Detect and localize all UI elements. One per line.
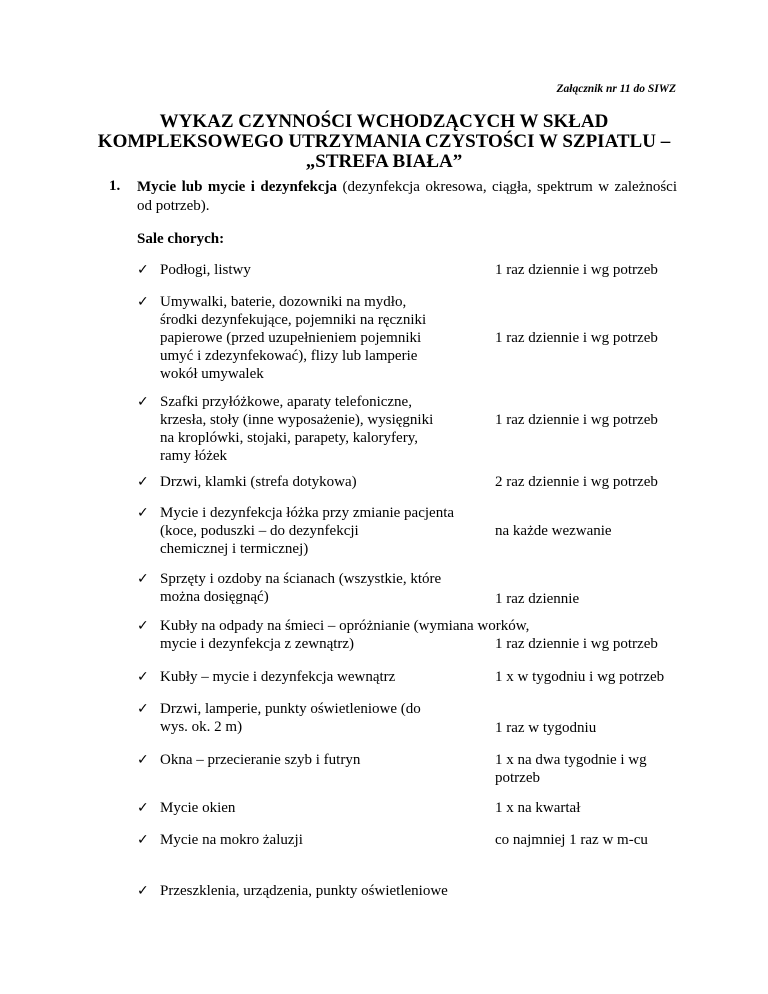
text-line: co najmniej 1 raz w m-cu: [495, 832, 648, 848]
subheading: Sale chorych:: [137, 231, 225, 247]
document-title: [60, 112, 708, 172]
section-intro: [137, 178, 677, 216]
text-line: ramy łóżek: [160, 448, 228, 464]
item-frequency: [495, 522, 685, 540]
item-description: [160, 293, 480, 383]
text-line: umyć i zdezynfekować), flizy lub lamperie: [160, 348, 418, 364]
text-line: wokół umywalek: [160, 366, 264, 382]
title-line: WYKAZ CZYNNOŚCI WCHODZĄCYCH W SKŁAD: [159, 111, 609, 132]
checkmark-icon: ✓: [137, 832, 149, 848]
text-line: Mycie na mokro żaluzji: [160, 832, 303, 848]
text-line: na kroplówki, stojaki, parapety, kaloryfery,: [160, 430, 418, 446]
text-line: Kubły – mycie i dezynfekcja wewnątrz: [160, 669, 396, 685]
text-line: Drzwi, klamki (strefa dotykowa): [160, 474, 357, 490]
text-line: środki dezynfekujące, pojemniki na ręczniki: [160, 312, 427, 328]
item-frequency: [495, 329, 685, 347]
item-frequency: [495, 635, 685, 653]
item-description: [160, 393, 480, 465]
item-frequency: [495, 751, 685, 787]
text-line: 1 x na dwa tygodnie i wg: [495, 752, 647, 768]
item-description: [160, 261, 480, 279]
text-line: 1 x w tygodniu i wg potrzeb: [495, 669, 665, 685]
item-description: [160, 473, 480, 491]
text-line: 1 raz dziennie i wg potrzeb: [495, 330, 658, 346]
checkmark-icon: ✓: [137, 294, 149, 310]
text-line: Okna – przecieranie szyb i futryn: [160, 752, 361, 768]
checkmark-icon: ✓: [137, 752, 149, 768]
item-frequency: [495, 799, 685, 817]
text-line: 2 raz dziennie i wg potrzeb: [495, 474, 658, 490]
text-line: Mycie okien: [160, 800, 236, 816]
section-description: zależności od potrzeb).: [137, 179, 677, 214]
annex-label: Załącznik nr 11 do SIWZ: [556, 83, 676, 95]
checkmark-icon: ✓: [137, 701, 149, 717]
item-frequency: [495, 719, 685, 737]
item-description: [160, 504, 480, 558]
checkmark-icon: ✓: [137, 394, 149, 410]
checkmark-icon: ✓: [137, 505, 149, 521]
item-frequency: [495, 590, 685, 608]
item-description: [160, 799, 480, 817]
section-number: 1.: [109, 178, 121, 194]
text-line: 1 x na kwartał: [495, 800, 581, 816]
item-frequency: [495, 473, 685, 491]
item-frequency: [495, 411, 685, 429]
text-line: można dosięgnąć): [160, 589, 269, 605]
text-line: Szafki przyłóżkowe, aparaty telefoniczne,: [160, 394, 412, 410]
checkmark-icon: ✓: [137, 474, 149, 490]
text-line: (koce, poduszki – do dezynfekcji: [160, 523, 359, 539]
text-line: Mycie i dezynfekcja łóżka przy zmianie pacjenta: [160, 505, 455, 521]
text-line: Umywalki, baterie, dozowniki na mydło,: [160, 294, 407, 310]
checkmark-icon: ✓: [137, 883, 149, 899]
section-description: (dezynfekcja okresowa, ciągła, spektrum w: [342, 179, 610, 195]
text-line: 1 raz dziennie i wg potrzeb: [495, 412, 658, 428]
item-description: [160, 668, 480, 686]
text-line: 1 raz dziennie i wg potrzeb: [495, 262, 658, 278]
checkmark-icon: ✓: [137, 669, 149, 685]
text-line: Kubły na odpady na śmieci – opróżnianie (wymiana worków,: [160, 618, 530, 634]
item-description: [160, 751, 480, 769]
text-line: Podłogi, listwy: [160, 262, 251, 278]
section-heading: Mycie lub mycie i dezynfekcja: [137, 179, 338, 195]
item-frequency: [495, 668, 685, 686]
checkmark-icon: ✓: [137, 800, 149, 816]
text-line: Przeszklenia, urządzenia, punkty oświetleniowe: [160, 883, 448, 899]
checkmark-icon: ✓: [137, 618, 149, 634]
text-line: chemicznej i termicznej): [160, 541, 309, 557]
title-line: KOMPLEKSOWEGO UTRZYMANIA CZYSTOŚCI W SZPIATLU –: [97, 131, 671, 152]
text-line: wys. ok. 2 m): [160, 719, 243, 735]
text-line: potrzeb: [495, 770, 540, 786]
item-description: [160, 700, 480, 736]
item-description: [160, 831, 480, 849]
item-frequency: [495, 831, 685, 849]
item-description: [160, 882, 480, 900]
text-line: 1 raz dziennie i wg potrzeb: [495, 636, 658, 652]
text-line: na każde wezwanie: [495, 523, 612, 539]
text-line: 1 raz dziennie: [495, 591, 580, 607]
title-line: „STREFA BIAŁA”: [305, 151, 463, 172]
text-line: 1 raz w tygodniu: [495, 720, 597, 736]
text-line: Sprzęty i ozdoby na ścianach (wszystkie, które: [160, 571, 442, 587]
item-frequency: [495, 261, 685, 279]
text-line: papierowe (przed uzupełnieniem pojemniki: [160, 330, 422, 346]
checkmark-icon: ✓: [137, 571, 149, 587]
text-line: krzesła, stoły (inne wyposażenie), wysięgniki: [160, 412, 434, 428]
text-line: mycie i dezynfekcja z zewnątrz): [160, 636, 355, 652]
item-description: [160, 570, 480, 606]
text-line: Drzwi, lamperie, punkty oświetleniowe (do: [160, 701, 421, 717]
checkmark-icon: ✓: [137, 262, 149, 278]
